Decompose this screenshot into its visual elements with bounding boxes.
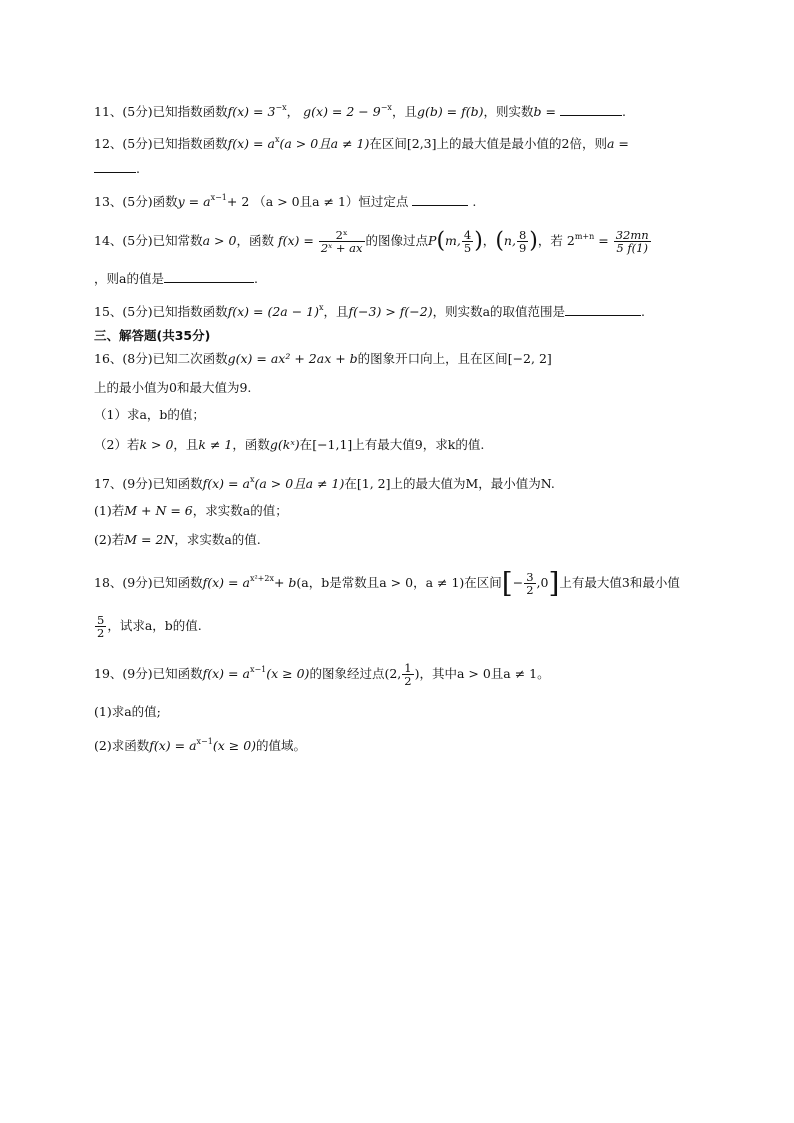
q19-point-fraction [402, 662, 413, 687]
q11-sep: ， [286, 104, 300, 119]
q18-interval-fraction [524, 571, 535, 596]
question-11 [94, 99, 626, 121]
q17-p2-text: ，求实数a的值. [174, 532, 261, 547]
q19-p2-f: f(x) = a [149, 738, 197, 753]
q18-text: 上有最大值3和最小值 [559, 575, 680, 590]
q17-mid: 在 [344, 476, 357, 491]
q17-p1-cond: M + N = 6 [124, 503, 193, 518]
q19-prefix: 19、(9分)已知函数 [94, 666, 203, 681]
q18-f-tail: + b [273, 575, 297, 590]
q16-prefix: 16、(8分)已知二次函数 [94, 351, 228, 366]
q14-line2: ，则a的值是 [94, 271, 164, 286]
q16-interval: [−2, 2] [507, 351, 552, 366]
q16-text: 的图象开口向上，且在区间 [357, 351, 508, 366]
q15-mid: ，且 [323, 304, 349, 319]
q18-l2-den: 2 [97, 626, 105, 640]
q14-p1-num: 4 [463, 228, 472, 242]
q14-prefix: 14、(5分)已知常数 [94, 233, 203, 248]
q16-p2-tail: 上有最大值9，求k的值. [352, 437, 485, 452]
question-19 [94, 661, 550, 687]
question-12-line2 [94, 160, 140, 178]
q14-f-den: 2ˣ + ax [320, 241, 363, 255]
q19-p2-dom: (x ≥ 0) [212, 738, 257, 753]
q14-r-fraction [614, 229, 651, 254]
q13-func-tail: + 2 [226, 194, 250, 209]
answer-blank[interactable] [560, 103, 622, 116]
q14-eq: = [598, 233, 609, 248]
q19-pt-right: ) [414, 666, 420, 681]
question-14: 14、(5分)已知常数a > 0，函数 f(x) = $\frac{\text{2ˣ}}{\text{2ˣ + ax}}$ 的图像过点P(m, $\frac{4}{5}$ )，(n, $\frac{8}{9}$ )，若 $2^{m+n}$ = $\frac{32mn}{5 f(1)}$ [94, 228, 649, 255]
question-18: 18、(9分)已知函数$f(x) = a^{x^2+2x}+ b(a$，b是常数且a > 0，a ≠ 1)在区间[− $\frac{3}{2}$ ,0]上有最大值3和最小值 [94, 566, 680, 600]
q13-prefix: 13、(5分)函数 [94, 194, 178, 209]
q19-pt-left: (2, [384, 666, 402, 681]
q11-ask: ，则实数 [483, 104, 534, 119]
q11-mid: ，且 [391, 104, 417, 119]
q13-func: y = a [177, 194, 211, 209]
q17-f-def: f(x) = a [202, 476, 250, 491]
q14-lhs: 2 [566, 233, 575, 248]
q14-n: n, [503, 233, 516, 248]
q15-end: . [641, 304, 646, 319]
question-19-part1: (1)求a的值; [94, 704, 161, 719]
q14-p1-fraction [462, 229, 473, 254]
q16-p2-prefix: （2）若 [94, 437, 140, 452]
q18-i-num: 3 [526, 570, 534, 584]
q11-cond: g(b) = f(b) [416, 104, 484, 119]
q12-interval: [2,3] [406, 136, 437, 151]
q15-prefix: 15、(5分)已知指数函数 [94, 304, 228, 319]
q14-p1-den: 5 [463, 241, 472, 255]
q17-interval: [1, 2] [356, 476, 391, 491]
q12-f-exp: x [274, 135, 280, 144]
q11-f-exp: −x [275, 103, 287, 112]
question-15 [94, 299, 645, 321]
answer-blank[interactable] [94, 160, 136, 173]
question-18-line2 [94, 614, 202, 639]
q15-cond: f(−3) > f(−2) [348, 304, 433, 319]
q11-g-def: g(x) = 2 − 9 [303, 104, 381, 119]
q19-f-def: f(x) = a [202, 666, 250, 681]
q14-mid: ，函数 [236, 233, 274, 248]
q11-prefix: 11、(5分)已知指数函数 [94, 104, 228, 119]
section-heading: 三、解答题(共35分) [94, 328, 211, 343]
q14-f-lhs: f(x) = [277, 233, 314, 248]
q18-i-den: 2 [526, 583, 534, 597]
q14-text2: ，若 [537, 233, 563, 248]
q17-f-exp: x [249, 475, 255, 484]
q19-dom: (x ≥ 0) [266, 666, 310, 681]
q15-text: ，则实数a的取值范围是 [432, 304, 566, 319]
q12-var: a = [606, 136, 629, 151]
q14-r-den: 5 f(1) [616, 241, 648, 255]
q14-cond: a > 0 [202, 233, 237, 248]
q19-f-exp: x−1 [249, 665, 267, 674]
question-17-part2 [94, 531, 261, 549]
q12-f-def: f(x) = a [227, 136, 275, 151]
q11-end: . [621, 104, 626, 119]
q18-cond: (a，b是常数且a > 0，a ≠ 1) [296, 575, 465, 590]
q14-r-num: 32mn [615, 228, 649, 242]
q14-f-num: 2ˣ [319, 229, 365, 242]
q14-end: . [253, 271, 258, 286]
q19-tail: ，其中a > 0且a ≠ 1。 [419, 666, 550, 681]
q18-l2-text: ，试求a，b的值. [107, 618, 202, 633]
question-17 [94, 471, 555, 493]
q17-text: 上的最大值为M，最小值为N. [390, 476, 555, 491]
q14-f-fraction [319, 229, 365, 254]
q17-p1-prefix: (1)若 [94, 503, 125, 518]
question-13 [94, 189, 476, 211]
q11-g-exp: −x [380, 103, 392, 112]
q19-p2-tail: 的值域。 [256, 738, 307, 753]
q12-mid: 在区间 [369, 136, 407, 151]
q18-i-neg: − [512, 575, 524, 590]
q12-cond: (a > 0且a ≠ 1) [279, 136, 370, 151]
q19-text: 的图象经过点 [309, 666, 385, 681]
q16-p2-cond2: k ≠ 1 [198, 437, 233, 452]
q15-f-exp: x [319, 303, 324, 312]
q13-cond: （a > 0且a ≠ 1）恒过定点 [253, 194, 409, 209]
q14-lhs-exp: m+n [574, 232, 595, 241]
q17-p2-prefix: (2)若 [94, 532, 125, 547]
answer-blank[interactable] [565, 303, 641, 316]
q16-p2-cond: k > 0 [139, 437, 174, 452]
q12-prefix: 12、(5分)已知指数函数 [94, 136, 228, 151]
q16-p2-interval: [−1,1] [312, 437, 353, 452]
q11-var: b = [533, 104, 556, 119]
q14-text1: 的图像过点 [365, 233, 429, 248]
q14-sep: ， [482, 233, 496, 248]
q16-p2-mid: ，且 [173, 437, 199, 452]
q18-min-fraction [95, 614, 106, 639]
q12-end: . [136, 161, 140, 176]
q13-func-exp: x−1 [210, 193, 227, 202]
q18-f-def: f(x) = a [202, 575, 250, 590]
q18-mid: 在区间 [464, 575, 502, 590]
q13-end: . [472, 194, 477, 209]
q14-p2-fraction [517, 229, 528, 254]
question-16-line2: 上的最小值为0和最大值为9. [94, 380, 252, 395]
q15-f-def: f(x) = (2a − 1) [227, 304, 320, 319]
q16-p2-text: ，函数 [232, 437, 270, 452]
q14-p2-num: 8 [518, 228, 527, 242]
q14-point-label: P [428, 233, 437, 248]
question-12 [94, 131, 629, 153]
answer-blank[interactable] [412, 193, 468, 206]
q14-m: m, [445, 233, 461, 248]
question-17-part1 [94, 502, 288, 520]
q14-p2-den: 9 [518, 241, 527, 255]
question-14-line2 [94, 270, 258, 288]
q19-pt-num: 1 [404, 661, 412, 675]
answer-blank[interactable] [164, 270, 254, 283]
q11-f-def: f(x) = 3 [227, 104, 276, 119]
q17-p1-text: ，求实数a的值； [192, 503, 288, 518]
q16-p2-in: 在 [299, 437, 313, 452]
q18-f-exp: x²+2x [249, 574, 274, 583]
q17-p2-cond: M = 2N [124, 532, 175, 547]
q16-g-def: g(x) = ax² + 2ax + b [227, 351, 358, 366]
q18-l2-num: 5 [97, 613, 105, 627]
q16-p2-func: g(kˣ) [269, 437, 300, 452]
question-16-part1: （1）求a，b的值； [94, 407, 205, 422]
q19-p2-prefix: (2)求函数 [94, 738, 150, 753]
question-19-part2 [94, 733, 306, 755]
question-16-part2 [94, 436, 484, 454]
q18-prefix: 18、(9分)已知函数 [94, 575, 203, 590]
q17-cond: (a > 0且a ≠ 1) [254, 476, 345, 491]
question-16 [94, 350, 552, 368]
q19-pt-den: 2 [404, 674, 412, 688]
q12-text: 上的最大值是最小值的2倍，则 [436, 136, 607, 151]
q17-prefix: 17、(9分)已知函数 [94, 476, 203, 491]
q19-p2-exp: x−1 [196, 737, 213, 746]
q18-i-right: ,0 [536, 575, 549, 590]
